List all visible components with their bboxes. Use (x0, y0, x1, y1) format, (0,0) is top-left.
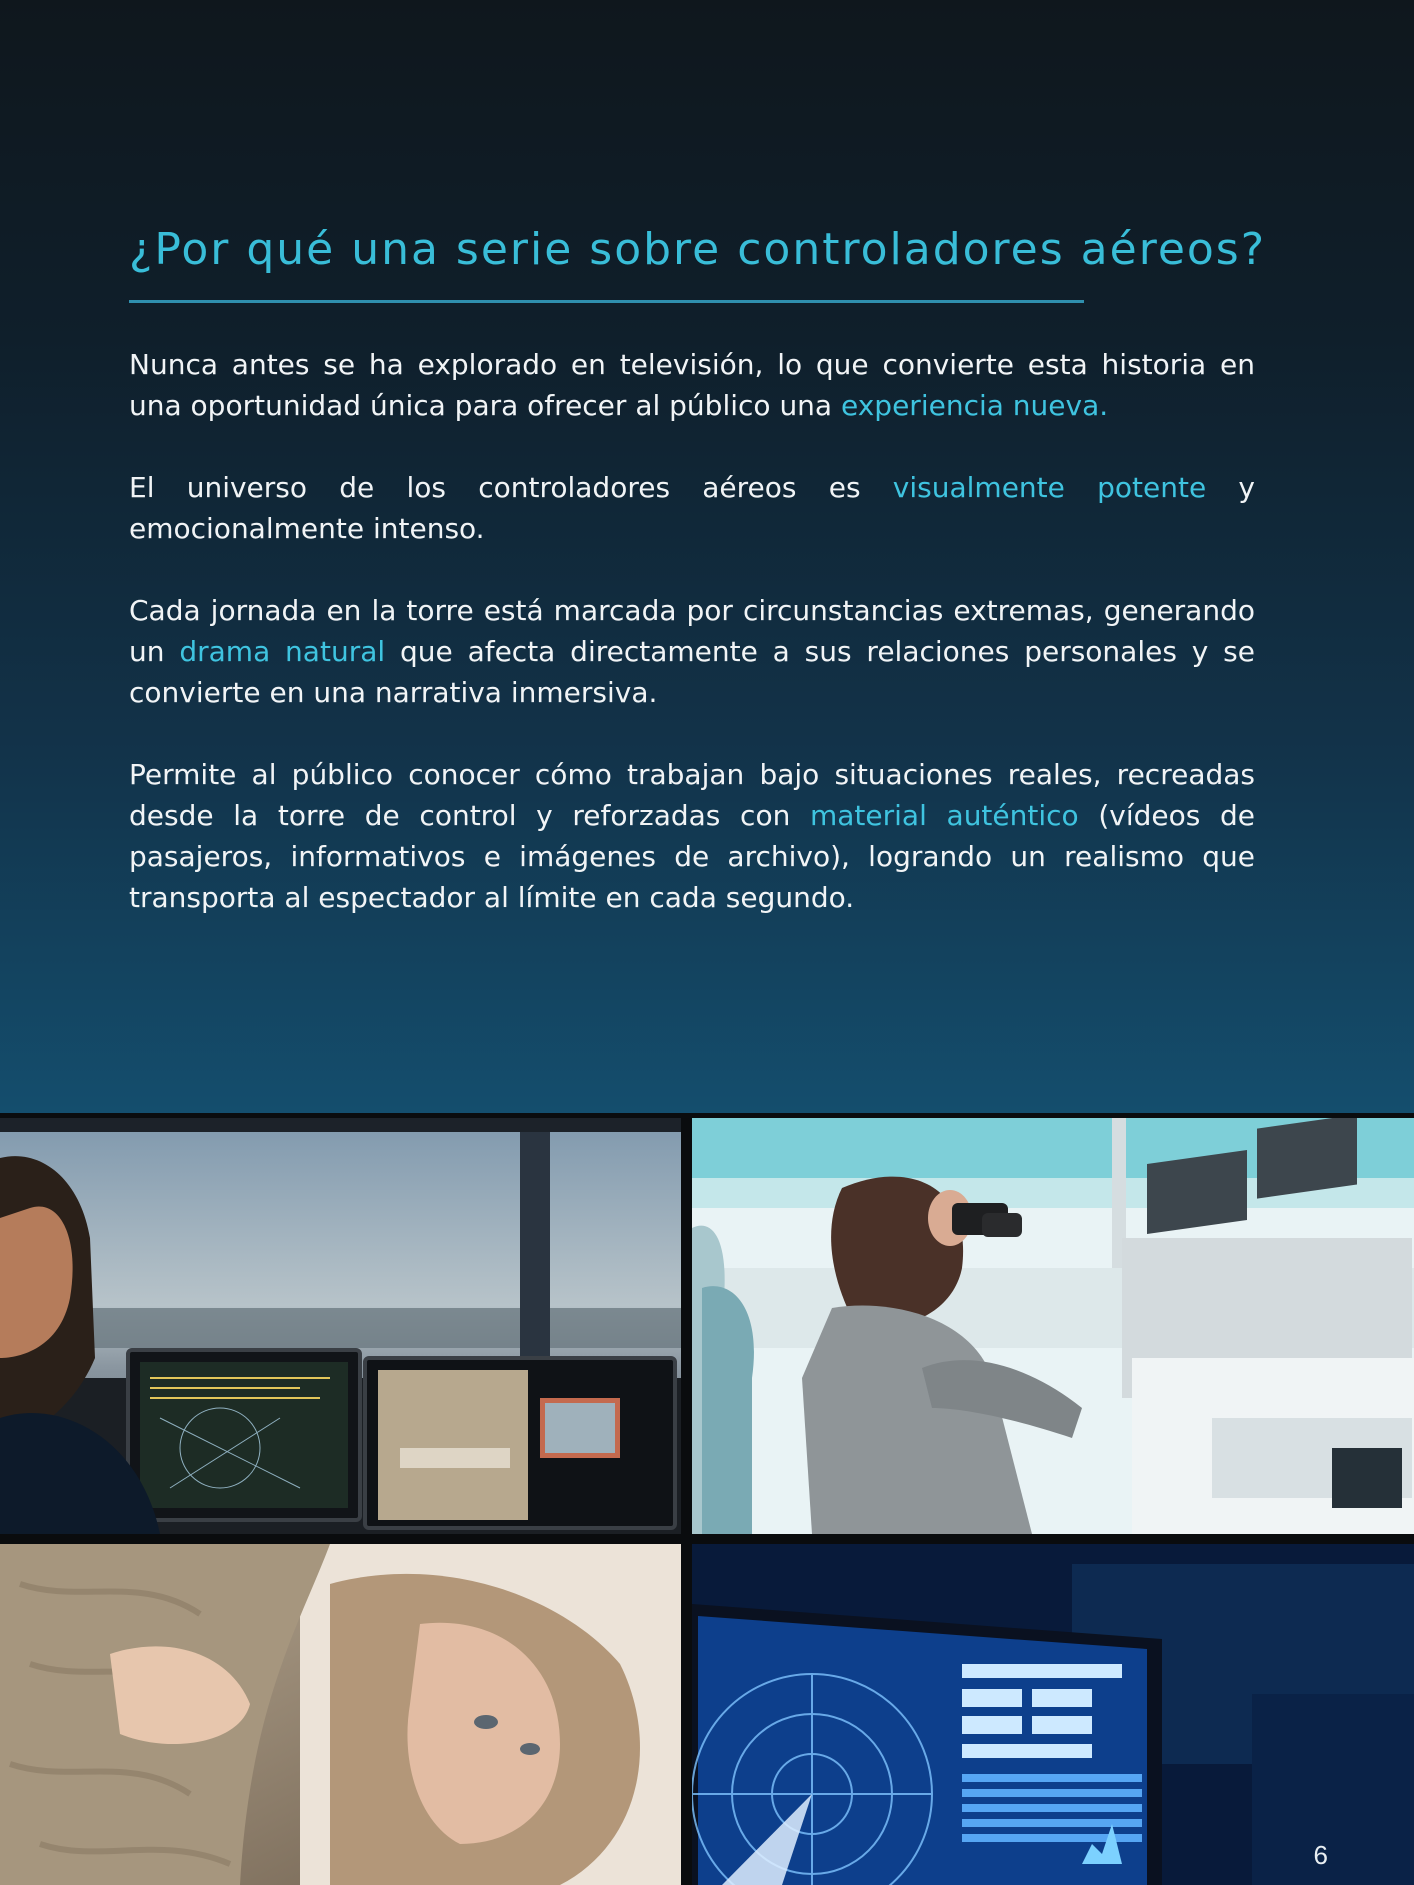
photo-binoculars (692, 1118, 1414, 1534)
paragraph-2 (129, 467, 1255, 549)
text-section (129, 220, 1267, 918)
page-title: ¿Por qué una serie sobre controladores aéreos? (129, 224, 1267, 275)
paragraph-4 (129, 754, 1255, 918)
photo-grid (0, 1113, 1414, 1885)
paragraph-text: El universo de los controladores aéreos es (129, 471, 893, 504)
tower-consoles-image (0, 1118, 681, 1534)
highlight-text: experiencia nueva. (841, 389, 1109, 422)
title-underline (129, 300, 1084, 303)
paragraph-text: Nunca antes se ha explorado en televisión, lo que convierte esta historia en una oportunidad única para ofrecer al público una (129, 348, 1255, 422)
highlight-text: visualmente potente (892, 471, 1207, 504)
paragraph-text: Permite al público conocer cómo trabajan bajo situaciones reales, recreadas desde la torre de control y reforzadas con (129, 758, 1255, 832)
radar-screen-image (692, 1544, 1414, 1885)
highlight-text: material auténtico (810, 799, 1079, 832)
photo-woman-bed (0, 1544, 681, 1885)
paragraph-text: Cada jornada en la torre está marcada por circunstancias extremas, generando un (129, 594, 1255, 668)
woman-bed-image (0, 1544, 681, 1885)
binoculars-image (692, 1118, 1414, 1534)
page-number: 6 (1313, 1840, 1328, 1870)
paragraph-text: que afecta directamente a sus relaciones personales y se convierte en una narrativa inmersiva. (129, 635, 1255, 709)
highlight-text: drama natural (179, 635, 386, 668)
paragraph-text: (vídeos de pasajeros, informativos e imágenes de archivo), logrando un realismo que transporta al espectador al límite en cada segundo. (129, 799, 1255, 914)
photo-tower-consoles (0, 1118, 681, 1534)
paragraph-3 (129, 590, 1255, 713)
paragraph-text: y emocionalmente intenso. (129, 471, 1255, 545)
photo-radar-screen (692, 1544, 1414, 1885)
paragraph-1 (129, 344, 1255, 426)
